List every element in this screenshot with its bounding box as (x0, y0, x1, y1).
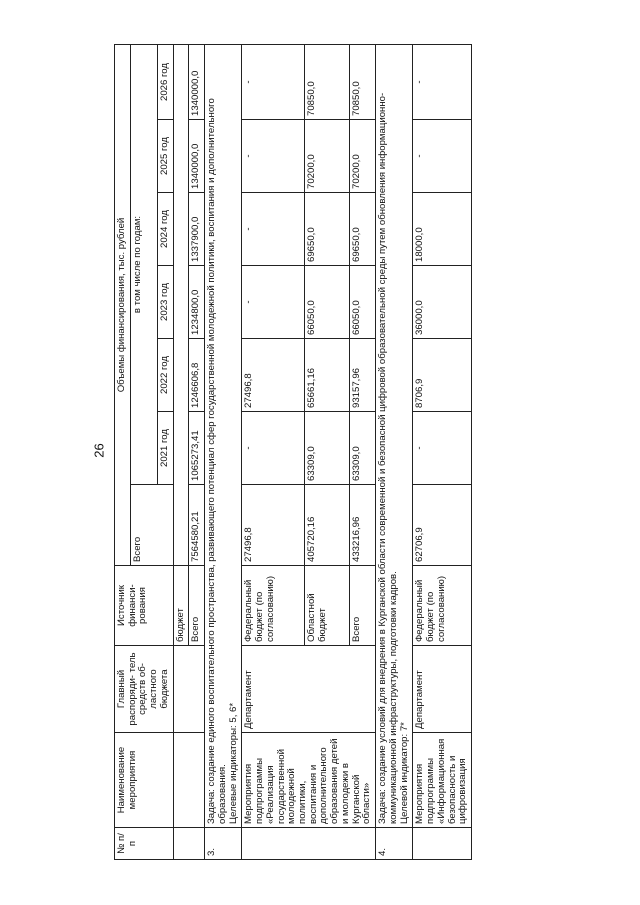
financing-table-rotated (114, 45, 514, 860)
value-cell: 36000,0 (413, 266, 472, 339)
total-cell: 405720,16 (305, 485, 350, 566)
value-cell: 63309,0 (305, 412, 350, 485)
section-task (205, 45, 242, 828)
value-cell: 8706,9 (413, 339, 472, 412)
value-cell: 1337900,0 (189, 193, 205, 266)
header-row (115, 45, 131, 860)
measure-name: Мероприятия подпрограммы «Реализация государственной молодежной политики, воспитания и дополнительного образования детей и молодежи в Курганской области» (242, 733, 376, 828)
value-cell: 1340000,0 (189, 45, 205, 120)
header-total: Всего (130, 485, 173, 566)
task-text: Задача: создание единого воспитательного пространства, развивающего потенциал сфер государственной молодежной политики, воспитания и дополнительного образования. (206, 98, 228, 824)
empty-cell (173, 646, 204, 733)
value-cell: - (413, 120, 472, 193)
header-name: Наименование мероприятия (115, 733, 174, 828)
section-task-row (205, 45, 242, 860)
header-manager: Главный распоряди- тель средств об- ластного бюджета (115, 646, 174, 733)
page-number: 26 (91, 443, 107, 458)
indicators-text: Целевые индикаторы: 5, 6* (227, 702, 239, 824)
value-cell: 66050,0 (349, 266, 376, 339)
value-cell: - (242, 45, 305, 120)
section-num: 3. (205, 828, 242, 860)
value-cell: - (242, 193, 305, 266)
year-2025: 2025 год (157, 120, 173, 193)
total-cell: 27496,8 (242, 485, 305, 566)
value-cell: 27496,8 (242, 339, 305, 412)
manager-cell: Департамент (242, 646, 376, 733)
source-cell: Всего (189, 566, 205, 646)
indicators-text: Целевой индикатор: 7* (398, 722, 410, 824)
empty-cell (242, 828, 376, 860)
value-cell: 69650,0 (349, 193, 376, 266)
year-2023: 2023 год (157, 266, 173, 339)
total-cell: 433216,96 (349, 485, 376, 566)
value-cell: 66050,0 (305, 266, 350, 339)
value-cell: 1340000,0 (189, 120, 205, 193)
value-cell: 65661,16 (305, 339, 350, 412)
measure-name: Мероприятия подпрограммы «Информационная безопасность и цифровизация (413, 733, 472, 828)
year-2022: 2022 год (157, 339, 173, 412)
source-cell: Федеральный бюджет (по согласованию) (413, 566, 472, 646)
table-row (413, 45, 472, 860)
header-num: № п/п (115, 828, 174, 860)
header-volumes: Объемы финансирования, тыс. рублей (115, 45, 131, 566)
header-source: Источник финанси- рования (115, 566, 174, 646)
table-row (242, 45, 305, 860)
total-cell: 62706,9 (413, 485, 472, 566)
empty-cell (173, 828, 204, 860)
task-text: Задача: создание условий для внедрения в Курганской области современной и безопасной цифровой образовательной среды путем обновления информационно-коммуникационной инфраструктуры, подготовки кадров. (377, 92, 399, 824)
value-cell: - (413, 412, 472, 485)
value-cell: - (242, 266, 305, 339)
section-task (376, 45, 413, 828)
year-2026: 2026 год (157, 45, 173, 120)
section-num: 4. (376, 828, 413, 860)
empty-cell (173, 733, 204, 828)
source-cell: Федеральный бюджет (по согласованию) (242, 566, 305, 646)
year-2021: 2021 год (157, 412, 173, 485)
value-cell: - (242, 120, 305, 193)
value-cell: 63309,0 (349, 412, 376, 485)
source-cell: бюджет (173, 566, 189, 646)
table-row (173, 45, 189, 860)
year-2024: 2024 год (157, 193, 173, 266)
value-cell: 70850,0 (305, 45, 350, 120)
source-cell: Областной бюджет (305, 566, 350, 646)
total-cell: 7564580,21 (189, 485, 205, 566)
empty-cell (173, 45, 189, 566)
value-cell: 1234800,0 (189, 266, 205, 339)
value-cell: 70200,0 (305, 120, 350, 193)
empty-cell (413, 828, 472, 860)
header-by-years: в том числе по годам: (130, 45, 157, 485)
value-cell: 93157,96 (349, 339, 376, 412)
value-cell: - (413, 45, 472, 120)
value-cell: - (242, 412, 305, 485)
value-cell: 1065273,41 (189, 412, 205, 485)
value-cell: 69650,0 (305, 193, 350, 266)
value-cell: 70200,0 (349, 120, 376, 193)
value-cell: 1246606,8 (189, 339, 205, 412)
value-cell: 70850,0 (349, 45, 376, 120)
manager-cell: Департамент (413, 646, 472, 733)
section-task-row (376, 45, 413, 860)
source-cell: Всего (349, 566, 376, 646)
value-cell: 18000,0 (413, 193, 472, 266)
financing-table (114, 44, 472, 860)
